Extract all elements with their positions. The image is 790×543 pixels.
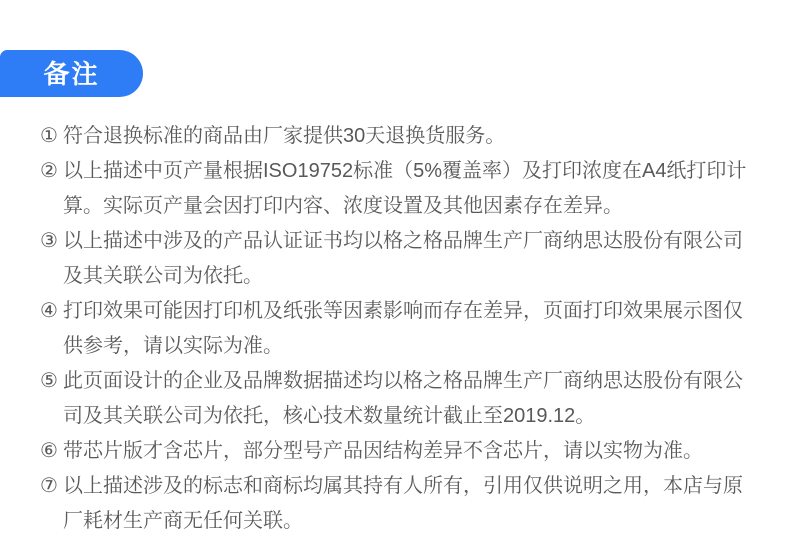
note-number-marker: ① [40, 125, 58, 147]
note-text: 此页面设计的企业及品牌数据描述均以格之格品牌生产厂商纳思达股份有限公司及其关联公司为依托，核心技术数量统计截止至2019.12。 [63, 370, 743, 427]
note-text: 以上描述中涉及的产品认证证书均以格之格品牌生产厂商纳思达股份有限公司及其关联公司为依托。 [63, 230, 743, 287]
note-text: 以上描述中页产量根据ISO19752标准（5%覆盖率）及打印浓度在A4纸打印计算。实际页产量会因打印内容、浓度设置及其他因素存在差异。 [63, 160, 747, 217]
notes-tab [0, 50, 143, 97]
note-item [40, 224, 750, 294]
note-number-marker: ⑥ [40, 440, 58, 462]
note-text: 符合退换标准的商品由厂家提供30天退换货服务。 [63, 125, 506, 147]
notes-tab-label: 备注 [43, 58, 100, 89]
note-item [40, 294, 750, 364]
note-item [40, 469, 750, 539]
note-number-marker: ② [40, 160, 58, 182]
note-item [40, 119, 750, 154]
note-number-marker: ⑤ [40, 370, 58, 392]
note-number-marker: ③ [40, 230, 58, 252]
note-text: 以上描述涉及的标志和商标均属其持有人所有，引用仅供说明之用，本店与原厂耗材生产商无任何关联。 [63, 475, 743, 532]
note-item [40, 154, 750, 224]
note-text: 带芯片版才含芯片，部分型号产品因结构差异不含芯片，请以实物为准。 [63, 440, 703, 462]
note-number-marker: ④ [40, 300, 58, 322]
note-text: 打印效果可能因打印机及纸张等因素影响而存在差异，页面打印效果展示图仅供参考，请以实际为准。 [63, 300, 743, 357]
notes-list [40, 119, 750, 539]
note-item [40, 434, 750, 469]
note-item [40, 364, 750, 434]
note-number-marker: ⑦ [40, 475, 58, 497]
